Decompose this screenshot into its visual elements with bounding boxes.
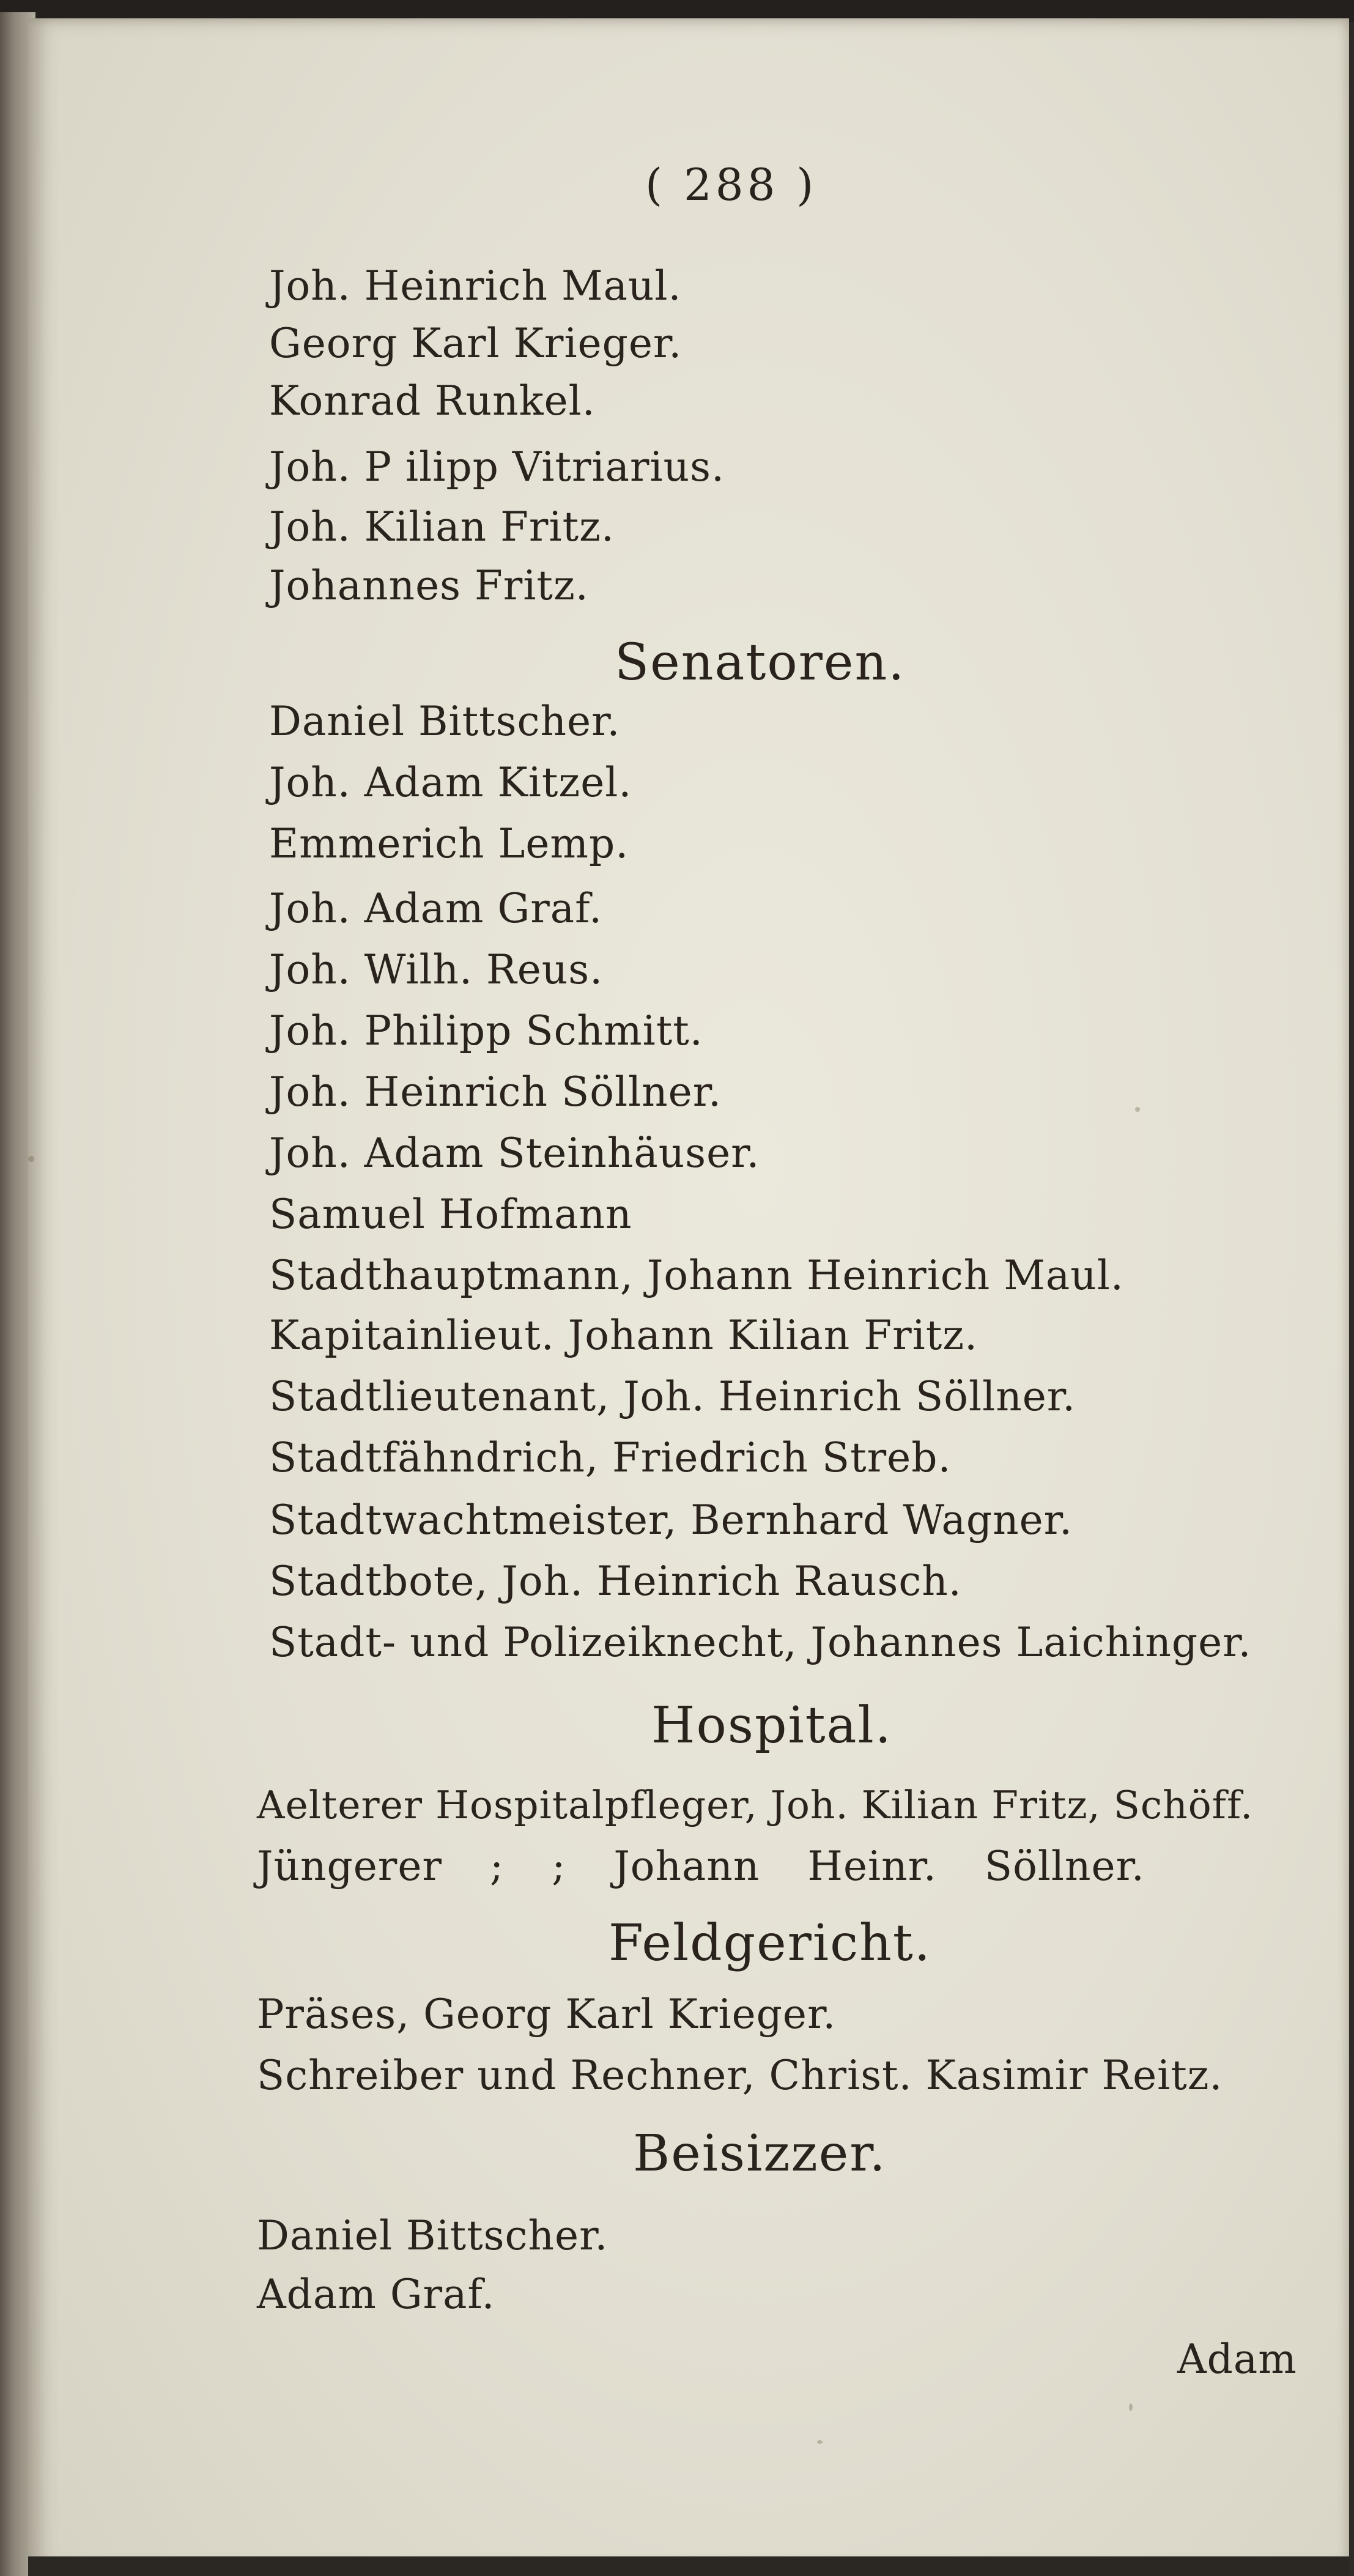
senator-name: Samuel Hofmann (269, 1191, 632, 1238)
paper-stain (817, 2440, 823, 2444)
name-line: Johannes Fritz. (269, 562, 589, 609)
office-line: Stadtlieutenant, Joh. Heinrich Söllner. (269, 1373, 1076, 1420)
beisitzer-name: Adam Graf. (257, 2271, 495, 2318)
paper-stain (28, 1156, 34, 1162)
name-line: Joh. P ilipp Vitriarius. (269, 443, 725, 490)
office-line: Stadtbote, Joh. Heinrich Rausch. (269, 1558, 962, 1605)
office-line: Stadt- und Polizeiknecht, Johannes Laichinger. (269, 1619, 1252, 1666)
senator-name: Joh. Adam Kitzel. (269, 759, 632, 806)
senator-name: Joh. Adam Graf. (269, 885, 603, 932)
name-line: Georg Karl Krieger. (269, 320, 683, 367)
hospital-line: Jüngerer ; ; Johann Heinr. Söllner. (257, 1843, 1145, 1890)
senator-name: Joh. Adam Steinhäuser. (269, 1130, 760, 1177)
beisitzer-name: Daniel Bittscher. (257, 2212, 609, 2259)
hospital-line: Aelterer Hospitalpfleger, Joh. Kilian Fritz, Schöff. (257, 1783, 1254, 1827)
feldgericht-line: Präses, Georg Karl Krieger. (257, 1991, 837, 2038)
section-heading-senatoren: Senatoren. (615, 634, 906, 692)
office-line: Kapitainlieut. Johann Kilian Fritz. (269, 1312, 978, 1359)
section-heading-feldgericht: Feldgericht. (609, 1914, 931, 1972)
senator-name: Joh. Heinrich Söllner. (269, 1068, 722, 1116)
feldgericht-line: Schreiber und Rechner, Christ. Kasimir Reitz. (257, 2052, 1223, 2099)
name-line: Joh. Kilian Fritz. (269, 503, 615, 550)
senator-name: Joh. Wilh. Reus. (269, 946, 604, 993)
senator-name: Joh. Philipp Schmitt. (269, 1007, 703, 1054)
senator-name: Daniel Bittscher. (269, 698, 621, 745)
scan-bottom-edge (28, 2556, 1349, 2576)
office-line: Stadthauptmann, Johann Heinrich Maul. (269, 1252, 1124, 1299)
senator-name: Emmerich Lemp. (269, 820, 629, 867)
section-heading-hospital: Hospital. (651, 1697, 892, 1755)
section-heading-beisitzer: Beisizzer. (633, 2125, 887, 2183)
name-line: Konrad Runkel. (269, 377, 596, 424)
paper-stain (1135, 1107, 1140, 1112)
name-line: Joh. Heinrich Maul. (269, 262, 682, 309)
page-number: ( 288 ) (645, 159, 818, 210)
office-line: Stadtfähndrich, Friedrich Streb. (269, 1434, 952, 1481)
paper-stain (1129, 2404, 1133, 2411)
catchword: Adam (1177, 2336, 1297, 2383)
office-line: Stadtwachtmeister, Bernhard Wagner. (269, 1497, 1073, 1544)
